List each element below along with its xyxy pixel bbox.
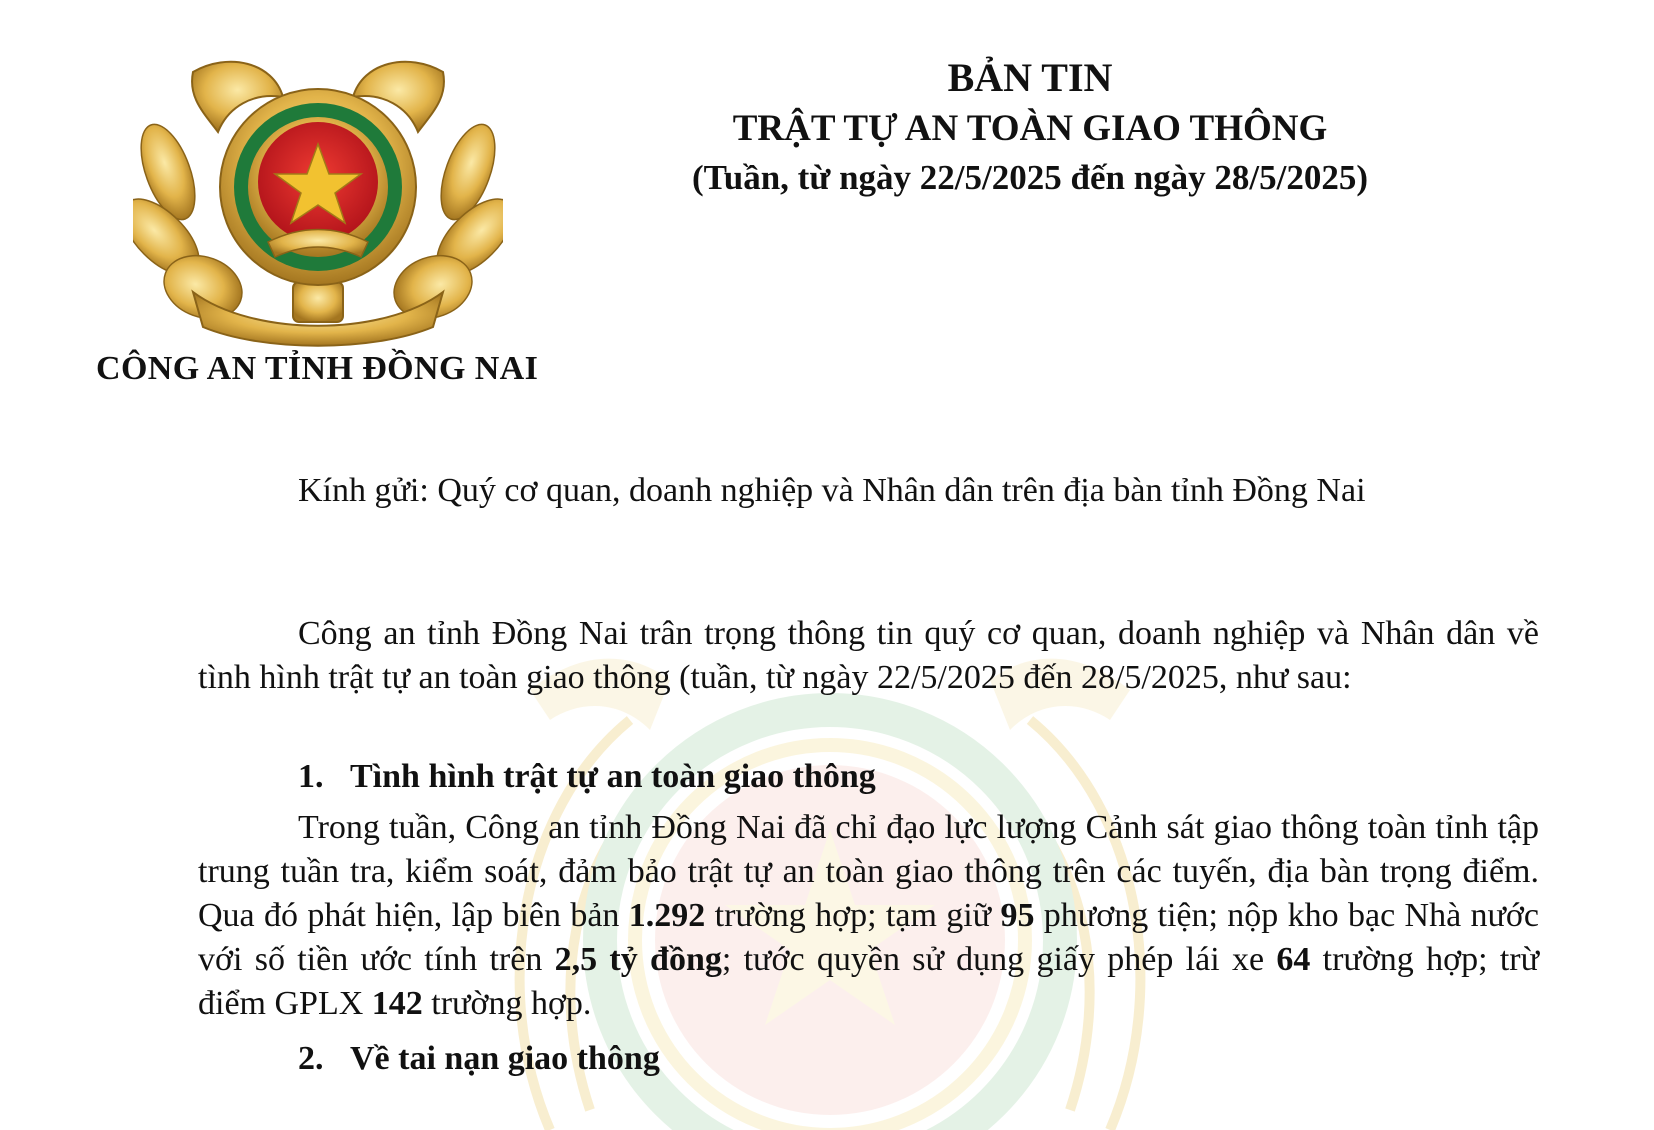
section-1-title: Tình hình trật tự an toàn giao thông <box>350 758 876 795</box>
section-2-number: 2. <box>298 1040 324 1077</box>
vehicles-count: 95 <box>1000 897 1035 934</box>
text-segment: trường hợp. <box>422 985 592 1022</box>
bulletin-period: (Tuần, từ ngày 22/5/2025 đến ngày 28/5/2025) <box>691 158 1369 197</box>
text-segment: trường hợp; tạm giữ <box>705 897 1001 934</box>
section-2-heading <box>298 1040 660 1078</box>
title-block <box>630 52 1430 202</box>
organization-name: CÔNG AN TỈNH ĐỒNG NAI <box>96 350 539 387</box>
section-1-number: 1. <box>298 758 324 795</box>
section-1-paragraph <box>198 806 1539 1026</box>
text-segment: Trong tuần, Công an tỉnh Đồng Nai đã chỉ đạo lực lượng Cảnh sát giao thông toàn tỉnh tập trung tuần tra, kiểm soát, đảm bảo trật tự an toàn giao thông trên các tuyến, địa bàn trọng điểm. Qua đó phát hiện, lập biên bản <box>198 809 1539 934</box>
bulletin-title: BẢN TIN <box>947 55 1113 100</box>
text-segment: ; tước quyền sử dụng giấy phép lái xe <box>721 941 1277 978</box>
bulletin-subtitle: TRẬT TỰ AN TOÀN GIAO THÔNG <box>732 108 1328 149</box>
section-1-heading <box>298 758 876 796</box>
points-deducted-count: 142 <box>371 985 423 1022</box>
licenses-revoked-count: 64 <box>1276 941 1311 978</box>
police-emblem-icon <box>133 52 503 352</box>
section-2-title: Về tai nạn giao thông <box>350 1040 660 1077</box>
text-segment: phương tiện; nộp kho bạc Nhà nước với số tiền ước tính trên <box>198 897 1539 978</box>
intro-paragraph: Công an tỉnh Đồng Nai trân trọng thông tin quý cơ quan, doanh nghiệp và Nhân dân về tình hình trật tự an toàn giao thông (tuần, từ ngày 22/5/2025 đến 28/5/2025, như sau: <box>198 615 1539 696</box>
greeting: Kính gửi: Quý cơ quan, doanh nghiệp và Nhân dân trên địa bàn tỉnh Đồng Nai <box>298 472 1366 509</box>
text-segment: trường hợp; trừ điểm GPLX <box>198 941 1540 1022</box>
violations-count: 1.292 <box>628 897 706 934</box>
fines-amount: 2,5 tỷ đồng <box>554 941 722 978</box>
